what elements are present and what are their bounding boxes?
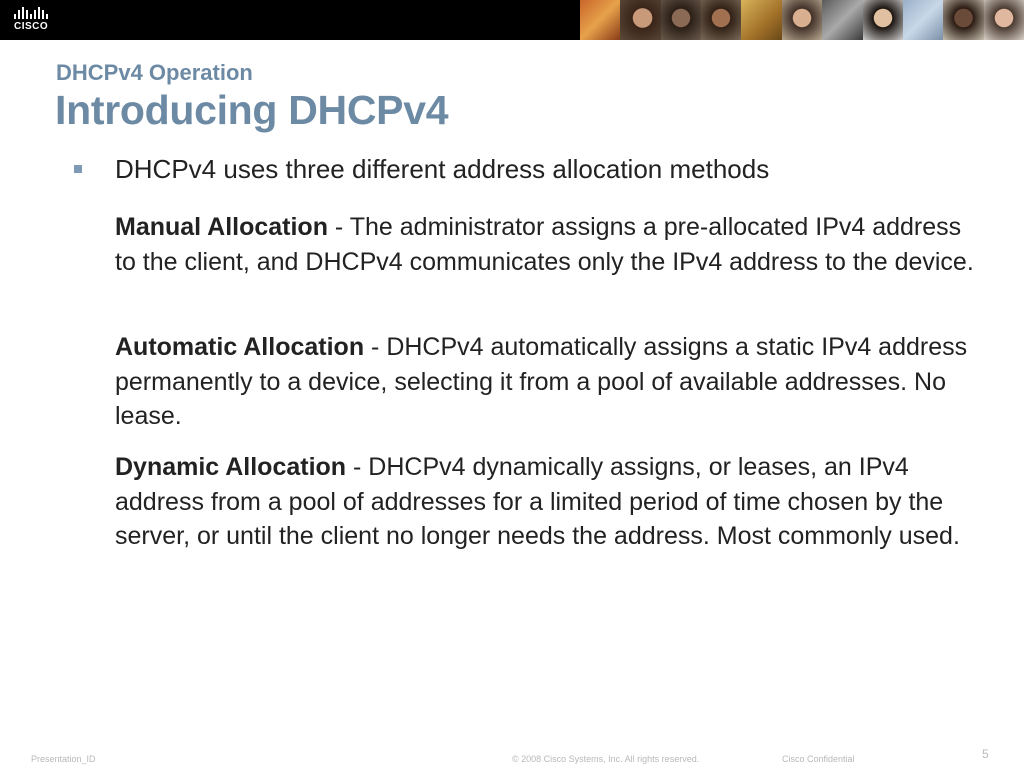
header-photo (620, 0, 660, 40)
slide-subtitle: DHCPv4 Operation (56, 60, 253, 85)
header-photo-strip (580, 0, 1024, 40)
square-bullet-icon (74, 165, 82, 173)
cisco-logo-text: CISCO (14, 21, 49, 32)
footer-presentation-id: Presentation_ID (31, 754, 96, 764)
footer-confidential: Cisco Confidential (782, 754, 855, 764)
header-photo (943, 0, 983, 40)
header-banner (0, 0, 1024, 40)
header-photo (863, 0, 903, 40)
allocation-separator: - (327, 213, 350, 241)
slide-title: Introducing DHCPv4 (55, 87, 449, 133)
header-photo (903, 0, 943, 40)
header-photo (984, 0, 1024, 40)
allocation-term: Automatic Allocation (115, 333, 365, 361)
header-photo (580, 0, 620, 40)
header-photo (822, 0, 862, 40)
allocation-description: The administrator assigns a pre-allocated IPv4 address to the client, and DHCPv4 communicates only the IPv4 address to the device. (115, 213, 974, 276)
footer-copyright: © 2008 Cisco Systems, Inc. All rights reserved. (512, 754, 700, 764)
page-number: 5 (982, 747, 989, 761)
allocation-separator: - (346, 453, 369, 481)
allocation-term: Manual Allocation (115, 213, 328, 241)
header-photo (701, 0, 741, 40)
allocation-description: DHCPv4 dynamically assigns, or leases, an IPv4 address from a pool of addresses for a limited period of time chosen by the server, or until the client no longer needs the address. Most commonly used. (115, 453, 960, 550)
header-photo (661, 0, 701, 40)
bullet-text: DHCPv4 uses three different address allocation methods (115, 154, 770, 184)
automatic-allocation-paragraph (115, 330, 975, 434)
allocation-term: Dynamic Allocation (115, 453, 347, 481)
allocation-description: DHCPv4 automatically assigns a static IPv4 address permanently to a device, selecting it from a pool of available addresses. No lease. (115, 333, 968, 430)
header-photo (741, 0, 781, 40)
dynamic-allocation-paragraph (115, 450, 975, 554)
header-photo (782, 0, 822, 40)
manual-allocation-paragraph (115, 210, 975, 279)
allocation-separator: - (364, 333, 387, 361)
